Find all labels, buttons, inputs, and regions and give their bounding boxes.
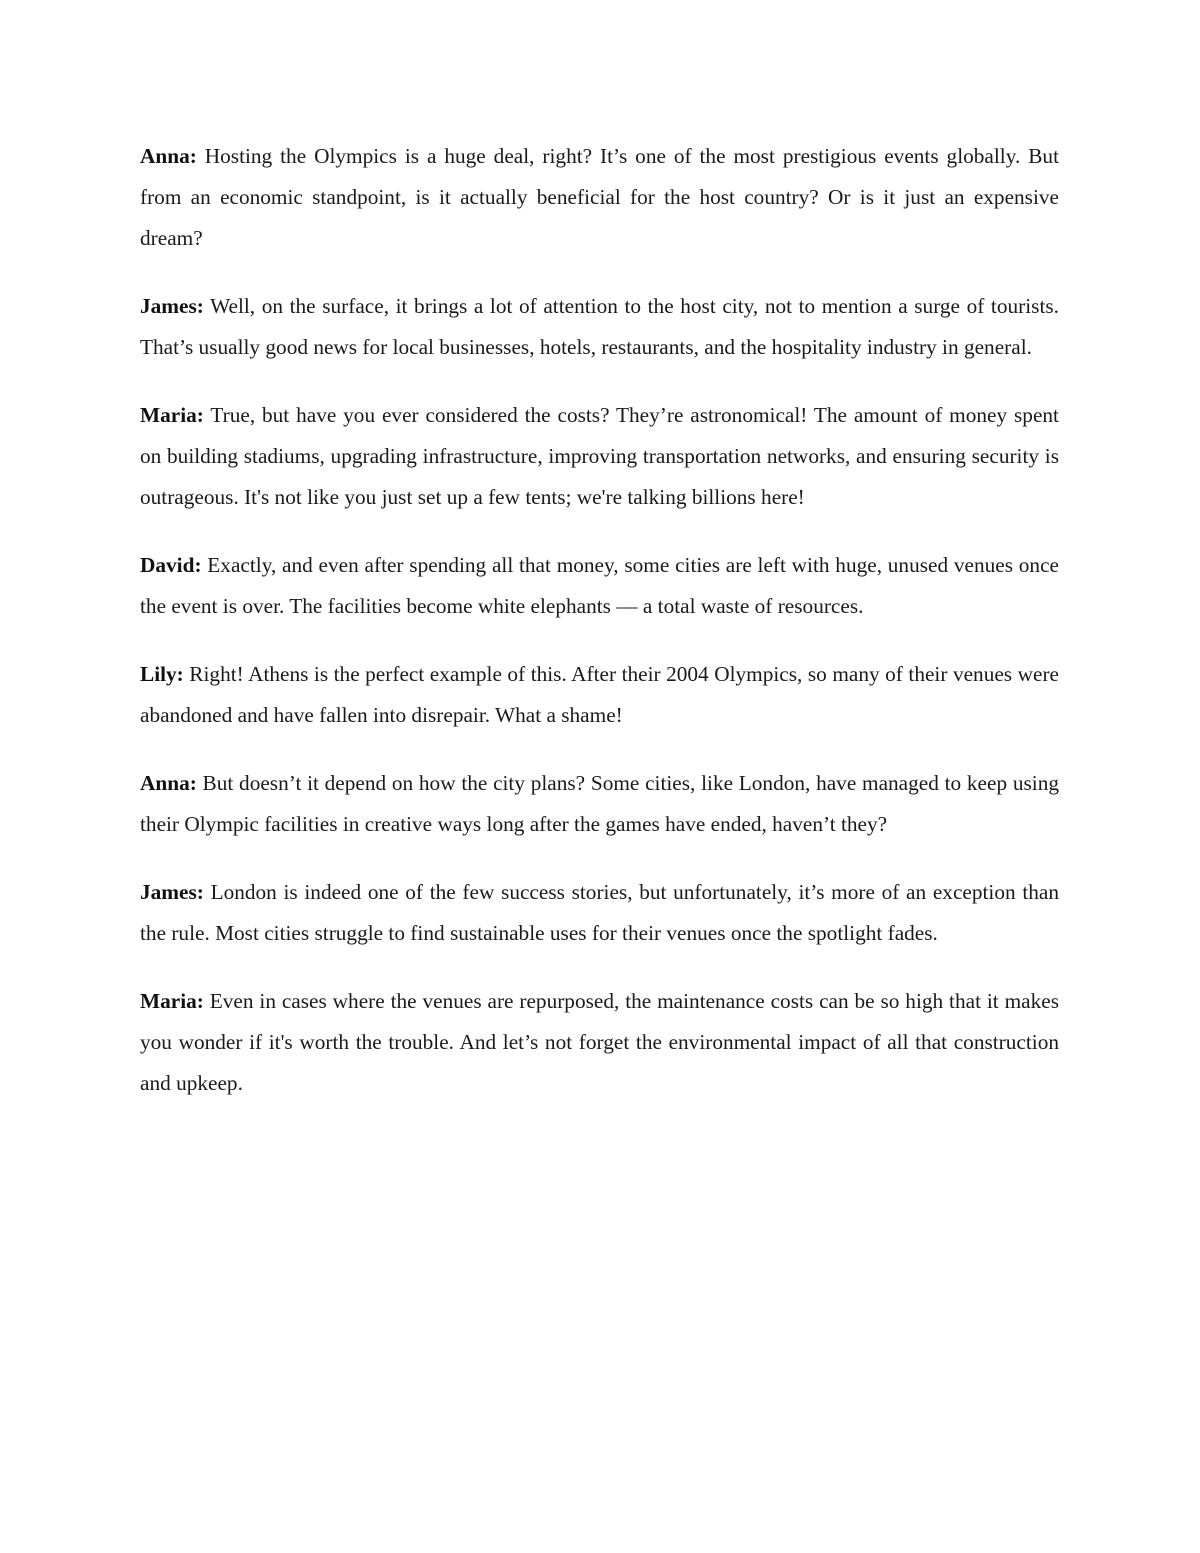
dialogue-line: Well, on the surface, it brings a lot of attention to the host city, not to mention a surge of tourists. That’s usually good news for local businesses, hotels, restaurants, and the hospitality industry in general. [140, 294, 1059, 359]
dialogue-turn-maria-2 [140, 981, 1059, 1104]
dialogue-line: Even in cases where the venues are repurposed, the maintenance costs can be so high that it makes you wonder if it's worth the trouble. And let’s not forget the environmental impact of all that construction and upkeep. [140, 989, 1059, 1095]
dialogue-line: Right! Athens is the perfect example of this. After their 2004 Olympics, so many of their venues were abandoned and have fallen into disrepair. What a shame! [140, 662, 1059, 727]
speaker-name: David: [140, 553, 202, 577]
speaker-name: Anna: [140, 144, 197, 168]
dialogue-text [140, 136, 1059, 1104]
dialogue-line: London is indeed one of the few success stories, but unfortunately, it’s more of an exception than the rule. Most cities struggle to find sustainable uses for their venues once the spotlight fades. [140, 880, 1059, 945]
speaker-name: Maria: [140, 989, 204, 1013]
speaker-name: Anna: [140, 771, 197, 795]
dialogue-turn-maria-1 [140, 395, 1059, 518]
dialogue-line: Exactly, and even after spending all that money, some cities are left with huge, unused venues once the event is over. The facilities become white elephants — a total waste of resources. [140, 553, 1059, 618]
speaker-name: Lily: [140, 662, 184, 686]
dialogue-turn-lily-1 [140, 654, 1059, 736]
dialogue-turn-james-2 [140, 872, 1059, 954]
dialogue-line: Hosting the Olympics is a huge deal, right? It’s one of the most prestigious events globally. But from an economic standpoint, is it actually beneficial for the host country? Or is it just an expensive dream? [140, 144, 1060, 250]
dialogue-turn-james-1 [140, 286, 1059, 368]
speaker-name: Maria: [140, 403, 204, 427]
dialogue-turn-david-1 [140, 545, 1059, 627]
speaker-name: James: [140, 880, 204, 904]
speaker-name: James: [140, 294, 204, 318]
dialogue-line: But doesn’t it depend on how the city plans? Some cities, like London, have managed to keep using their Olympic facilities in creative ways long after the games have ended, haven’t they? [140, 771, 1059, 836]
dialogue-line: True, but have you ever considered the costs? They’re astronomical! The amount of money spent on building stadiums, upgrading infrastructure, improving transportation networks, and ensuring security is outrageous. It's not like you just set up a few tents; we're talking billions here! [140, 403, 1059, 509]
dialogue-turn-anna-2 [140, 763, 1059, 845]
dialogue-turn-anna-1 [140, 136, 1059, 259]
